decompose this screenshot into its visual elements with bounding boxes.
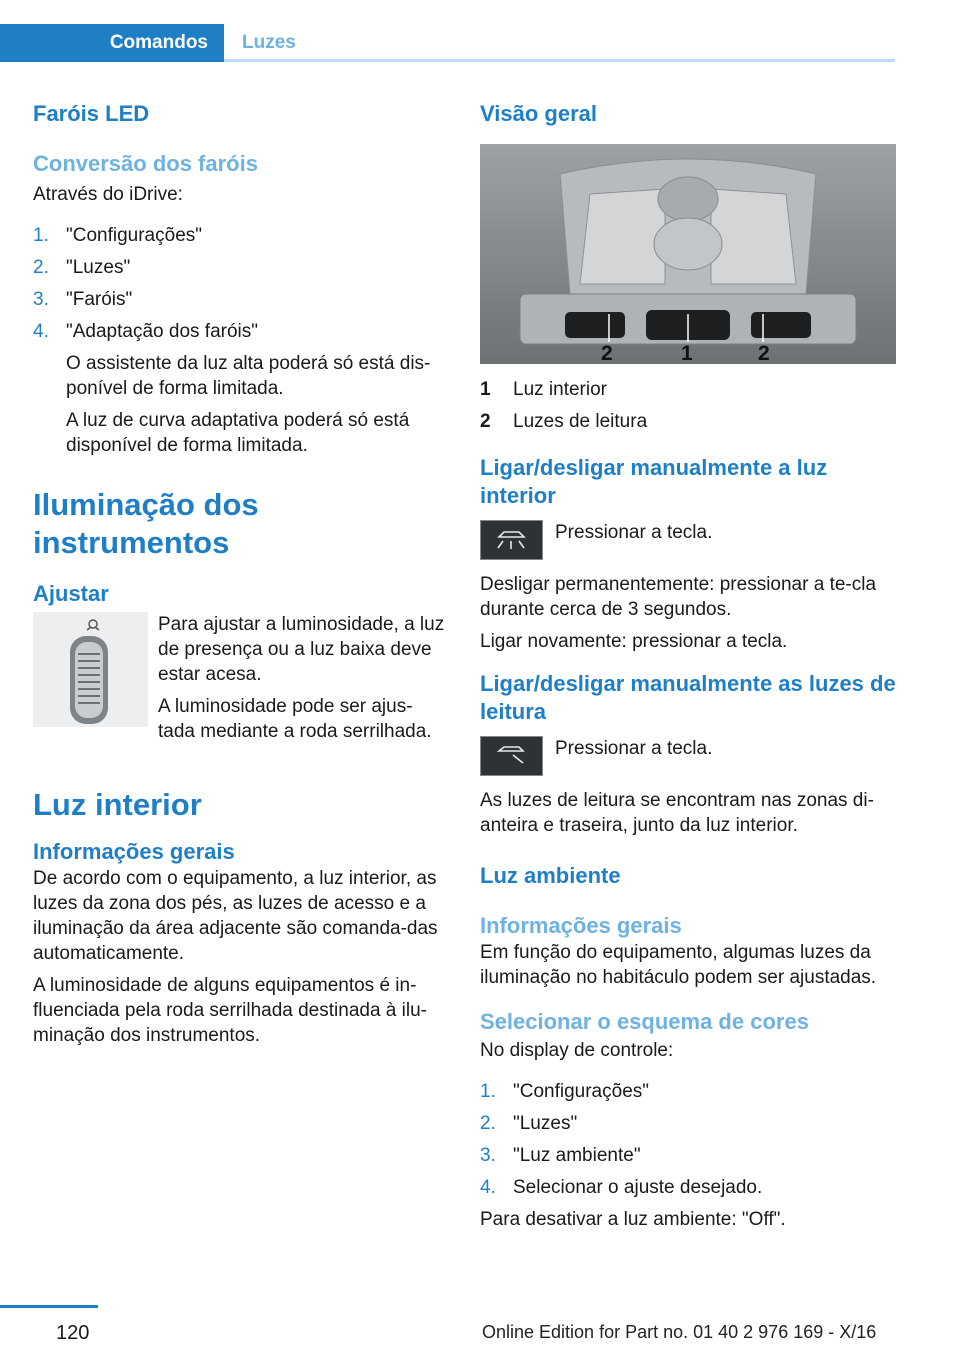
list-number: 4. [33, 321, 49, 342]
list-item [33, 255, 445, 280]
overhead-console-illustration [480, 144, 896, 364]
interior-light-button-row [480, 520, 896, 560]
list-item [33, 287, 445, 312]
page-number: 120 [56, 1322, 90, 1344]
list-item [480, 1175, 896, 1200]
steps-list-farois [33, 223, 445, 458]
tab-luzes[interactable]: Luzes [242, 32, 296, 53]
ajustar-text [158, 612, 445, 744]
text-atraves-idrive: Através do iDrive: [33, 184, 183, 205]
list-item [33, 223, 445, 248]
header-tabs [0, 0, 960, 62]
list-text: Selecionar o ajuste desejado. [513, 1177, 763, 1198]
heading-informacoes-gerais: Informações gerais [33, 839, 235, 864]
heading-visao-geral: Visão geral [480, 101, 597, 126]
overhead-console-photo [480, 144, 896, 364]
list-item [480, 1111, 896, 1136]
photo-label-1: 1 [681, 342, 693, 364]
heading-ajustar: Ajustar [33, 581, 109, 606]
info-paragraph-2: A luminosidade de alguns equipamentos é in-fluenciada pela roda serrilhada destinada à ilu-minação dos instrumentos. [33, 975, 427, 1046]
list-text: "Luz ambiente" [513, 1145, 641, 1166]
list-number: 4. [480, 1177, 496, 1198]
list-text: "Luzes" [513, 1113, 578, 1134]
edition-note: Online Edition for Part no. 01 40 2 976 169 - X/16 [482, 1322, 877, 1342]
legend-item [480, 377, 896, 402]
heading-conversao-farois: Conversão dos faróis [33, 151, 258, 176]
list-item [480, 1143, 896, 1168]
list-text: "Adaptação dos faróis" [66, 321, 258, 342]
list-number: 2. [480, 1113, 496, 1134]
ajustar-block [33, 612, 445, 744]
reading-light-button-row [480, 736, 896, 776]
steps-list-ambiente [480, 1079, 896, 1200]
ajustar-paragraph-1: Para ajustar a luminosidade, a luz de presença ou a luz baixa deve estar acesa. [158, 614, 445, 685]
list-item [480, 1079, 896, 1104]
legend-text: Luzes de leitura [513, 411, 648, 432]
photo-label-2-right: 2 [758, 342, 770, 364]
desativar-paragraph: Para desativar a luz ambiente: "Off". [480, 1209, 786, 1230]
list-text: "Luzes" [66, 257, 131, 278]
step4-note-assistente: O assistente da luz alta poderá só está dis-ponível de forma limitada. [66, 353, 431, 399]
right-column [480, 100, 896, 1232]
ambiente-paragraph: Em função do equipamento, algumas luzes da iluminação no habitáculo podem ser ajustadas. [480, 942, 877, 988]
list-text: "Configurações" [66, 225, 203, 246]
heading-esquema-cores: Selecionar o esquema de cores [480, 1009, 809, 1034]
tab-underline [224, 59, 895, 62]
interior-light-button-icon [480, 520, 543, 560]
ajustar-paragraph-2: A luminosidade pode ser ajus-tada mediante a roda serrilhada. [158, 696, 432, 742]
photo-label-2-left: 2 [601, 342, 613, 364]
footer-rule [0, 1305, 98, 1308]
pressionar-tecla-2: Pressionar a tecla. [555, 738, 713, 759]
legend-item [480, 409, 896, 434]
list-item [33, 319, 445, 344]
heading-luz-interior: Luz interior [33, 787, 202, 822]
list-number: 1. [480, 1081, 496, 1102]
heading-ligar-luz-interior: Ligar/desligar manualmente a luz interior [480, 455, 828, 508]
list-number: 3. [480, 1145, 496, 1166]
tab-comandos[interactable]: Comandos [0, 24, 224, 62]
legend-text: Luz interior [513, 379, 607, 400]
reading-light-button-icon [480, 736, 543, 776]
dimmer-wheel-image [33, 612, 148, 727]
left-column [33, 100, 445, 1048]
list-number: 2. [33, 257, 49, 278]
list-number: 1. [33, 225, 49, 246]
heading-informacoes-gerais-ambiente: Informações gerais [480, 913, 682, 938]
list-text: "Faróis" [66, 289, 133, 310]
photo-legend [480, 377, 896, 434]
ligar-paragraph: Ligar novamente: pressionar a tecla. [480, 631, 788, 652]
list-text: "Configurações" [513, 1081, 650, 1102]
info-paragraph-1: De acordo com o equipamento, a luz interior, as luzes da zona dos pés, as luzes de acesso e a iluminação da área adjacente são comanda-das automaticamente. [33, 868, 438, 964]
heading-iluminacao-instrumentos: Iluminação dos instrumentos [33, 487, 259, 560]
legend-number: 2 [480, 411, 491, 432]
heading-ligar-luzes-leitura: Ligar/desligar manualmente as luzes de leitura [480, 671, 896, 724]
step4-note-curva: A luz de curva adaptativa poderá só está disponível de forma limitada. [66, 410, 410, 456]
pressionar-tecla-1: Pressionar a tecla. [555, 522, 713, 543]
leitura-paragraph: As luzes de leitura se encontram nas zonas di-anteira e traseira, junto da luz interior. [480, 790, 874, 836]
heading-luz-ambiente: Luz ambiente [480, 863, 621, 888]
list-number: 3. [33, 289, 49, 310]
dimmer-wheel-icon [33, 612, 148, 727]
desligar-paragraph: Desligar permanentemente: pressionar a te-cla durante cerca de 3 segundos. [480, 574, 877, 620]
heading-farois-led: Faróis LED [33, 101, 150, 126]
display-controle-text: No display de controle: [480, 1040, 674, 1061]
legend-number: 1 [480, 379, 491, 400]
